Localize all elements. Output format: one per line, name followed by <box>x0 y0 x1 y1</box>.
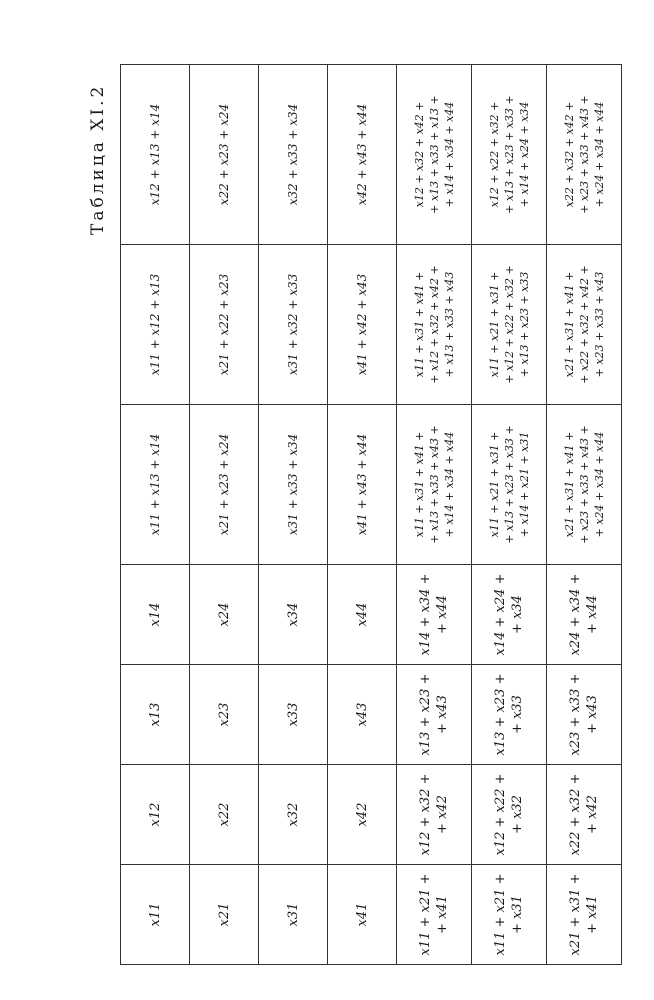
cell-line: + x23 + x33 + x43 <box>592 271 606 378</box>
cell-line: + x32 <box>510 795 525 834</box>
data-table <box>120 64 622 965</box>
table-cell <box>121 865 190 965</box>
cell-line: x12 + x32 + <box>418 773 433 856</box>
cell-line: x23 + x33 + <box>568 673 583 756</box>
cell-line: x22 <box>216 802 232 827</box>
cell-line: x13 + x23 + <box>493 673 508 756</box>
table-cell <box>190 865 259 965</box>
cell-line: x31 + x32 + x33 <box>286 273 300 376</box>
table-cell <box>190 245 259 405</box>
table-row <box>547 65 622 965</box>
cell-line: + x22 + x32 + x42 + <box>577 265 591 384</box>
cell-line: x22 + x32 + <box>568 773 583 856</box>
table-cell <box>328 245 397 405</box>
cell-line: x41 + x42 + x43 <box>355 273 369 376</box>
cell-line: + x23 + x33 + x43 + <box>577 425 591 544</box>
cell-line: + x41 <box>435 895 450 934</box>
cell-line: x41 + x43 + x44 <box>355 433 369 536</box>
cell-line: x31 + x33 + x34 <box>286 433 300 536</box>
table-cell <box>190 665 259 765</box>
table-cell <box>259 245 328 405</box>
table-cell <box>190 65 259 245</box>
cell-line: + x14 + x34 + x44 <box>442 101 456 208</box>
cell-line: + x12 + x22 + x32 + <box>502 265 516 384</box>
cell-line: + x13 + x33 + x43 <box>442 271 456 378</box>
cell-line: x33 <box>285 702 301 727</box>
table-cell <box>472 245 547 405</box>
table-cell <box>190 765 259 865</box>
cell-line: + x13 + x33 + x13 + <box>427 95 441 214</box>
cell-line: x14 + x34 + <box>418 573 433 656</box>
table-cell <box>328 65 397 245</box>
table-body <box>121 65 622 965</box>
cell-line: + x14 + x21 + x31 <box>517 431 531 538</box>
cell-line: + x14 + x34 + x44 <box>442 431 456 538</box>
cell-line: x12 + x22 + <box>493 773 508 856</box>
table-cell <box>121 405 190 565</box>
cell-line: + x23 + x33 + x43 + <box>577 95 591 214</box>
rotated-table-stage <box>80 65 640 965</box>
cell-line: x44 <box>354 602 370 627</box>
table-cell <box>472 405 547 565</box>
table-cell <box>259 405 328 565</box>
table-cell <box>259 665 328 765</box>
table-title: Таблица XI.2 <box>88 83 108 235</box>
cell-line: x24 <box>216 602 232 627</box>
table-cell <box>259 865 328 965</box>
cell-line: x13 <box>147 702 163 727</box>
cell-line: x11 + x31 + x41 + <box>412 271 426 378</box>
cell-line: x11 + x13 + x14 <box>148 433 162 536</box>
table-cell <box>328 665 397 765</box>
cell-line: + x41 <box>585 895 600 934</box>
cell-line: x11 + x21 + x31 + <box>487 431 501 538</box>
cell-line: + x13 + x23 + x33 + <box>502 95 516 214</box>
table-row <box>472 65 547 965</box>
table-cell <box>397 665 472 765</box>
cell-line: x41 <box>354 902 370 927</box>
cell-line: x12 + x22 + x32 + <box>487 101 501 208</box>
cell-line: + x13 + x23 + x33 <box>517 271 531 378</box>
cell-line: x22 + x23 + x24 <box>217 103 231 206</box>
cell-line: + x24 + x34 + x44 <box>592 101 606 208</box>
table-cell <box>121 65 190 245</box>
cell-line: + x14 + x24 + x34 <box>517 101 531 208</box>
table-cell <box>472 565 547 665</box>
cell-line: x21 + x31 + <box>568 873 583 956</box>
table-cell <box>121 565 190 665</box>
cell-line: + x31 <box>510 895 525 934</box>
cell-line: x31 <box>285 902 301 927</box>
table-cell <box>547 245 622 405</box>
cell-line: x13 + x23 + <box>418 673 433 756</box>
table-cell <box>547 65 622 245</box>
cell-line: x42 <box>354 802 370 827</box>
cell-line: x42 + x43 + x44 <box>355 103 369 206</box>
cell-line: x12 + x13 + x14 <box>148 103 162 206</box>
table-cell <box>190 405 259 565</box>
cell-line: x12 + x32 + x42 + <box>412 101 426 208</box>
cell-line: x21 + x31 + x41 + <box>562 271 576 378</box>
cell-line: x14 <box>147 602 163 627</box>
table-row <box>259 65 328 965</box>
cell-line: + x44 <box>585 595 600 634</box>
table-cell <box>328 405 397 565</box>
table-cell <box>472 865 547 965</box>
table-cell <box>547 765 622 865</box>
cell-line: + x33 <box>510 695 525 734</box>
cell-line: x21 + x22 + x23 <box>217 273 231 376</box>
table-row <box>121 65 190 965</box>
cell-line: x22 + x32 + x42 + <box>562 101 576 208</box>
cell-line: + x13 + x33 + x43 + <box>427 425 441 544</box>
table-cell <box>121 245 190 405</box>
cell-line: + x13 + x23 + x33 + <box>502 425 516 544</box>
cell-line: x23 <box>216 702 232 727</box>
table-cell <box>259 565 328 665</box>
cell-line: x11 + x21 + x31 + <box>487 271 501 378</box>
cell-line: x21 + x23 + x24 <box>217 433 231 536</box>
table-cell <box>472 665 547 765</box>
table-cell <box>328 865 397 965</box>
cell-line: x11 + x21 + <box>493 873 508 956</box>
table-cell <box>397 765 472 865</box>
table-cell <box>397 245 472 405</box>
cell-line: x43 <box>354 702 370 727</box>
cell-line: + x44 <box>435 595 450 634</box>
table-cell <box>397 565 472 665</box>
table-cell <box>397 65 472 245</box>
table-row <box>397 65 472 965</box>
cell-line: x14 + x24 + <box>493 573 508 656</box>
cell-line: x32 + x33 + x34 <box>286 103 300 206</box>
cell-line: + x24 + x34 + x44 <box>592 431 606 538</box>
cell-line: x11 + x21 + <box>418 873 433 956</box>
cell-line: + x43 <box>435 695 450 734</box>
cell-line: x21 <box>216 902 232 927</box>
table-cell <box>397 405 472 565</box>
cell-line: x32 <box>285 802 301 827</box>
cell-line: x34 <box>285 602 301 627</box>
table-cell <box>547 665 622 765</box>
table-cell <box>547 865 622 965</box>
cell-line: x11 + x12 + x13 <box>148 273 162 376</box>
table-cell <box>472 765 547 865</box>
table-cell <box>259 765 328 865</box>
table-cell <box>328 765 397 865</box>
table-cell <box>397 865 472 965</box>
table-cell <box>121 765 190 865</box>
cell-line: x24 + x34 + <box>568 573 583 656</box>
cell-line: + x43 <box>585 695 600 734</box>
table-cell <box>547 405 622 565</box>
table-cell <box>328 565 397 665</box>
cell-line: + x12 + x32 + x42 + <box>427 265 441 384</box>
cell-line: + x34 <box>510 595 525 634</box>
table-cell <box>547 565 622 665</box>
cell-line: x11 <box>147 902 163 927</box>
table-cell <box>259 65 328 245</box>
cell-line: + x42 <box>585 795 600 834</box>
cell-line: x12 <box>147 802 163 827</box>
cell-line: x11 + x31 + x41 + <box>412 431 426 538</box>
table-cell <box>190 565 259 665</box>
table-row <box>328 65 397 965</box>
cell-line: x21 + x31 + x41 + <box>562 431 576 538</box>
table-cell <box>121 665 190 765</box>
table-row <box>190 65 259 965</box>
table-cell <box>472 65 547 245</box>
cell-line: + x42 <box>435 795 450 834</box>
